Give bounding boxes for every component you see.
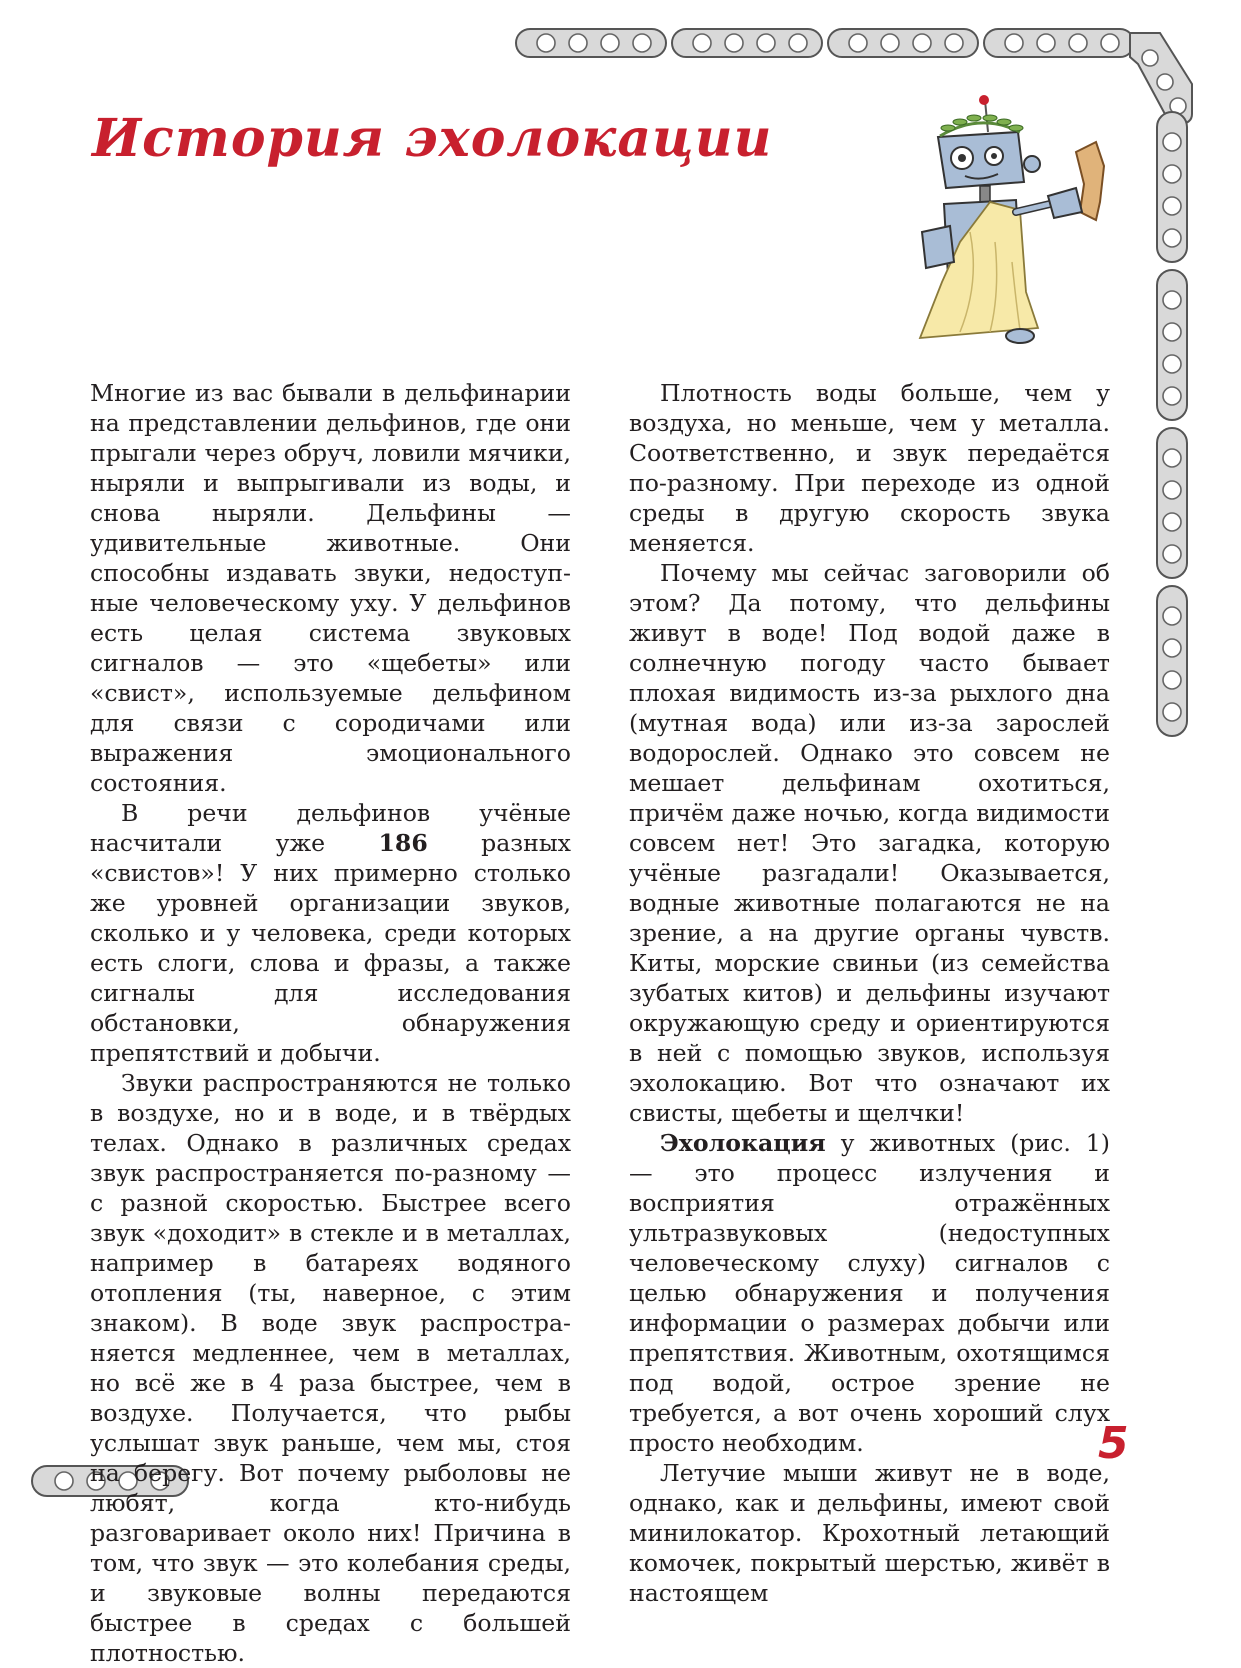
paragraph: Многие из вас бывали в дельфинарии на представлении дельфинов, где они прыгали через обруч, ловили мячики, ныряли и выпрыгивали из воды, и снова ныряли. Дельфины — удивительные животные. Они способны издавать звуки, недоступные человеческому уху. У дельфинов есть целая система звуковых сигналов — это «щебеты» или «свист», используемые дельфином для связи с сородичами или выражения эмоционального состояния. (90, 379, 572, 797)
robot-illustration (900, 92, 1115, 347)
number-186: 186 (378, 829, 428, 857)
paragraph: Почему мы сейчас заговорили об этом? Да потому, что дельфины живут в воде! Под водой даже в солнечную погоду часто бывает плохая видимость из-за рыхлого дна (мутная вода) или из-за зарослей водорослей. Однако это совсем не мешает дельфинам охотиться, причём даже ночью, когда видимости совсем нет! Это загадка, которую учёные разгадали! Оказывается, водные животные полагаются не на зрение, а на другие органы чувств. Киты, морские свиньи (из семейства зубатых китов) и дельфины изучают окружающую среду и ориентируются в ней с помощью звуков, используя эхолокацию. Вот что означают их свисты, щебеты и щелчки! (629, 559, 1111, 1127)
right-text-column (629, 378, 1110, 1608)
term-echolocation: Эхолокация (660, 1129, 826, 1157)
paragraph: В речи дельфинов учёные насчитали уже 186 разных «свистов»! У них примерно столько же уровней организации звуков, сколько и у человека, среди которых есть слоги, слова и фразы, а также сигналы для исследования обстановки, обнаружения препятствий и добычи. (90, 799, 572, 1067)
paragraph: Эхолокация у животных (рис. 1) — это процесс излучения и восприятия отражённых ультразвуковых (недоступных человеческому слуху) сигналов с целью обнаружения и получения информации о размерах добычи или препятствия. Животным, охотящимся под водой, острое зрение не требуется, а вот очень хороший слух просто необходим. (629, 1129, 1111, 1457)
paragraph: Летучие мыши живут не в воде, однако, как и дельфины, имеют свой минилокатор. Крохотный летающий комочек, покрытый шерстью, живёт в настоящем (629, 1459, 1111, 1607)
paragraph: Плотность воды больше, чем у воздуха, но меньше, чем у металла. Соответственно, и звук передаётся по-разному. При переходе из одной среды в другую скорость звука меняется. (629, 379, 1111, 557)
right-beams-decoration (1152, 108, 1192, 740)
page-title: История эхолокации (92, 108, 773, 169)
left-text-column (90, 378, 571, 1668)
paragraph: Звуки распространяются не только в воздухе, но и в воде, и в твёрдых телах. Однако в различных средах звук распространяется по-разному — с разной скоростью. Быстрее всего звук «доходит» в стекле и в металлах, например в батареях водяного отопления (ты, наверное, с этим знаком). В воде звук распространяется медленнее, чем в металлах, но всё же в 4 раза быстрее, чем в воздухе. Получается, что рыбы услышат звук раньше, чем мы, стоя на берегу. Вот почему рыболовы не любят, когда кто-нибудь разговаривает около них! Причина в том, что звук — это колебания среды, и звуковые волны передаются быстрее в средах с большей плотностью. (90, 1069, 572, 1667)
page-number: 5 (1098, 1418, 1129, 1469)
